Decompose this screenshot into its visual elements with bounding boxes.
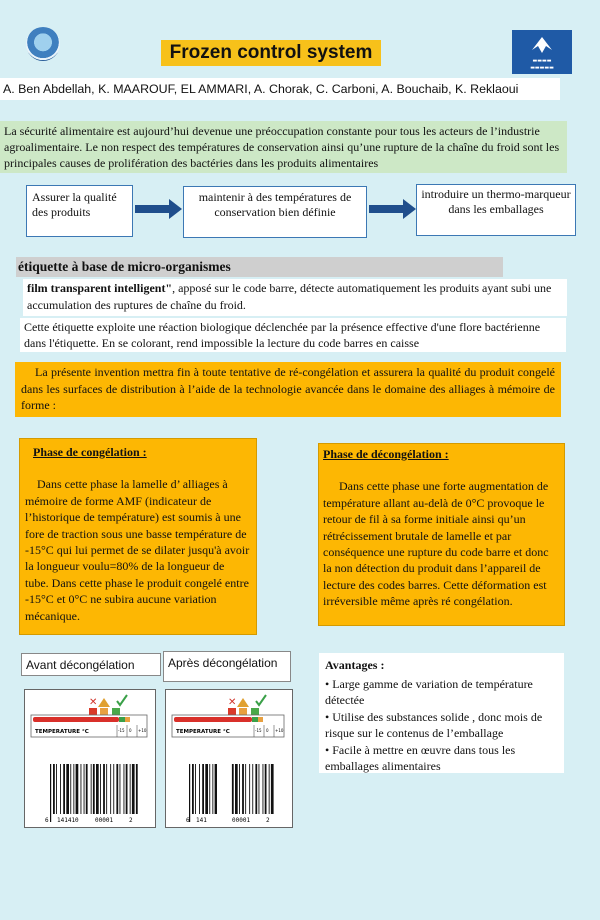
barcode-bar	[63, 764, 65, 814]
status-icons	[89, 695, 127, 715]
barcode-digit: 2	[129, 817, 133, 824]
check-icon	[256, 695, 266, 705]
barcode-bar	[100, 764, 101, 814]
barcode-bar	[96, 764, 99, 814]
barcode-bar	[91, 764, 92, 814]
barcode-bar	[106, 764, 107, 814]
film-description	[23, 279, 567, 316]
film-text: , apposé sur le code barre, détecte automatiquement les produits ayant subi une accumulation des ruptures de chaîne du froid.	[27, 281, 552, 312]
bird-emblem-icon	[528, 34, 556, 56]
barcode-bar	[235, 764, 238, 814]
phase-freeze-box	[19, 438, 257, 635]
after-thaw-caption: Après décongélation	[163, 651, 291, 682]
warning-icon	[98, 698, 110, 707]
barcode-bar	[126, 764, 128, 814]
poster-title: Frozen control system	[161, 40, 381, 66]
barcode	[50, 764, 138, 822]
label-before-thaw	[24, 689, 156, 828]
barcode-bar	[212, 764, 213, 814]
check-icon	[117, 695, 127, 705]
tick-label: 0	[266, 728, 269, 733]
barcode-bar	[66, 764, 69, 814]
invention-paragraph	[15, 362, 561, 417]
barcode-guard	[50, 764, 51, 822]
barcode-bar	[265, 764, 267, 814]
barcode-bar	[209, 764, 210, 814]
barcode-bar	[245, 764, 246, 814]
barcode-bar	[202, 764, 204, 814]
barcode-bar	[86, 764, 88, 814]
barcode-bar	[116, 764, 118, 814]
barcode-digit: 00001	[232, 817, 251, 824]
advantage-item: • Facile à mettre en œuvre dans tous les emballages alimentaires	[325, 742, 516, 773]
barcode-bar	[255, 764, 257, 814]
phase-thaw-title: Phase de décongélation :	[323, 447, 449, 461]
barcode-bar	[76, 764, 79, 814]
intro-paragraph: La sécurité alimentaire est aujourd’hui devenue une préoccupation constante pour tous les acteurs de l’industrie agroalimentaire. Le non respect des températures de conservation ainsi qu’une rupture de la chaîne du froid sont les principales causes de prolifération des bactéries dans les produits alimentaires	[0, 121, 567, 173]
barcode-bar	[259, 764, 260, 814]
tick-label: +10	[275, 728, 284, 733]
invention-text: La présente invention mettra fin à toute tentative de ré-congélation et assurera la qualité du produit congelé dans les surfaces de distribution à l’aide de la technologie avancée dans le domaine des alliages à mémoire de forme :	[21, 365, 555, 412]
barcode-bar	[120, 764, 121, 814]
barcode-bar	[60, 764, 61, 814]
barcode-bar	[192, 764, 194, 814]
barcode-bar	[56, 764, 57, 814]
barcode-bar	[113, 764, 114, 814]
flow-arrow-2-icon	[369, 198, 417, 220]
phase-thaw-box	[318, 443, 565, 626]
advantages-title: Avantages :	[325, 658, 385, 672]
barcode-bar	[242, 764, 244, 814]
barcode-bar	[81, 764, 82, 814]
authors-line: A. Ben Abdellah, K. MAAROUF, EL AMMARI, A. Chorak, C. Carboni, A. Bouchaib, K. Reklaoui	[0, 78, 560, 100]
barcode-bar	[84, 764, 85, 814]
barcode-bar	[136, 764, 138, 814]
barcode-gap	[217, 764, 229, 814]
label-after-thaw	[165, 689, 293, 828]
status-icons	[228, 695, 266, 715]
barcode-bar	[132, 764, 135, 814]
advantages-box	[319, 653, 564, 773]
barcode-bar	[53, 764, 55, 814]
phase-freeze-title: Phase de congélation :	[33, 445, 147, 459]
scale-label: TEMPERATURE °C	[176, 729, 230, 735]
barcode-digit: 141	[196, 817, 207, 824]
tick-label: 0	[129, 728, 132, 733]
university-logo-right: ▬▬▬▬ ▬▬▬▬▬	[512, 30, 572, 74]
barcode-bar	[73, 764, 74, 814]
barcode-guard	[189, 764, 190, 822]
cross-icon: ✕	[89, 697, 98, 708]
phase-thaw-text: Dans cette phase une forte augmentation de température allant au-delà de 0°C provoque le retour de fil à sa forme initiale ainsi qu’un rétrécissement brutale de lamelle et par conséquence une rupture du code barre et donc la non détection du produit dans l’appareil de lecture des codes barres. Cette déformation est irréversible même après ré congélation.	[323, 479, 549, 609]
barcode-bar	[110, 764, 111, 814]
barcode-bar	[124, 764, 125, 814]
barcode-bar	[252, 764, 253, 814]
label-description: Cette étiquette exploite une réaction biologique déclenchée par la présence effective d'une flore bactérienne dans l'étiquette. En se colorant, rend impossible la lecture du code barres en caisse	[20, 318, 566, 352]
cross-icon: ✕	[228, 697, 237, 708]
film-lead: film transparent intelligent"	[27, 281, 173, 295]
scale-label: TEMPERATURE °C	[35, 729, 89, 735]
university-logo-left	[26, 27, 60, 61]
barcode-broken	[189, 764, 274, 822]
barcode-bar	[263, 764, 264, 814]
barcode-bar	[215, 764, 218, 814]
temperature-bar	[174, 717, 252, 722]
flow-step-quality: Assurer la qualité des produits	[26, 185, 133, 237]
tick-label: +10	[138, 728, 147, 733]
before-thaw-caption: Avant décongélation	[21, 653, 161, 676]
temperature-bar	[33, 717, 119, 722]
advantage-item: • Utilise des substances solide , donc mois de risque sur le contenus de l’emballage	[325, 709, 543, 740]
phase-freeze-text: Dans cette phase la lamelle d’ alliages à mémoire de forme AMF (indicateur de l’historique de température) est soumis à une fore de traction sous une basse température de -15°C qui lui permet de se dilater jusqu'à avoir la longueur voulu=80% de la longueur de tube. Dans cette phase le produit congelé entre -15°C et 0°C ne subira aucune variation mécanique.	[25, 477, 250, 623]
barcode-digit: 2	[266, 817, 270, 824]
flow-arrow-1-icon	[135, 198, 183, 220]
barcode-bar	[232, 764, 234, 814]
barcode-bar	[93, 764, 95, 814]
barcode-digit: 6	[186, 817, 190, 824]
barcode-bar	[199, 764, 200, 814]
barcode-bar	[130, 764, 131, 814]
barcode-bar	[249, 764, 250, 814]
barcode-bar	[195, 764, 196, 814]
barcode-digit: 141410	[57, 817, 79, 824]
advantage-item: • Large gamme de variation de température détectée	[325, 676, 533, 707]
barcode-bar	[271, 764, 274, 814]
section-heading: étiquette à base de micro-organismes	[16, 257, 503, 277]
barcode-digit: 00001	[95, 817, 114, 824]
barcode-bar	[70, 764, 71, 814]
barcode-bar	[205, 764, 208, 814]
warning-icon	[237, 698, 249, 707]
barcode-digit: 6	[45, 817, 49, 824]
barcode-bar	[269, 764, 270, 814]
tick-label: -15	[118, 728, 125, 733]
tick-label: -15	[255, 728, 262, 733]
flow-step-temperature: maintenir à des températures de conservation bien définie	[183, 186, 367, 238]
flow-step-thermo-marker: introduire un thermo-marqueur dans les emballages	[416, 184, 576, 236]
barcode-bar	[103, 764, 105, 814]
barcode-bar	[239, 764, 240, 814]
